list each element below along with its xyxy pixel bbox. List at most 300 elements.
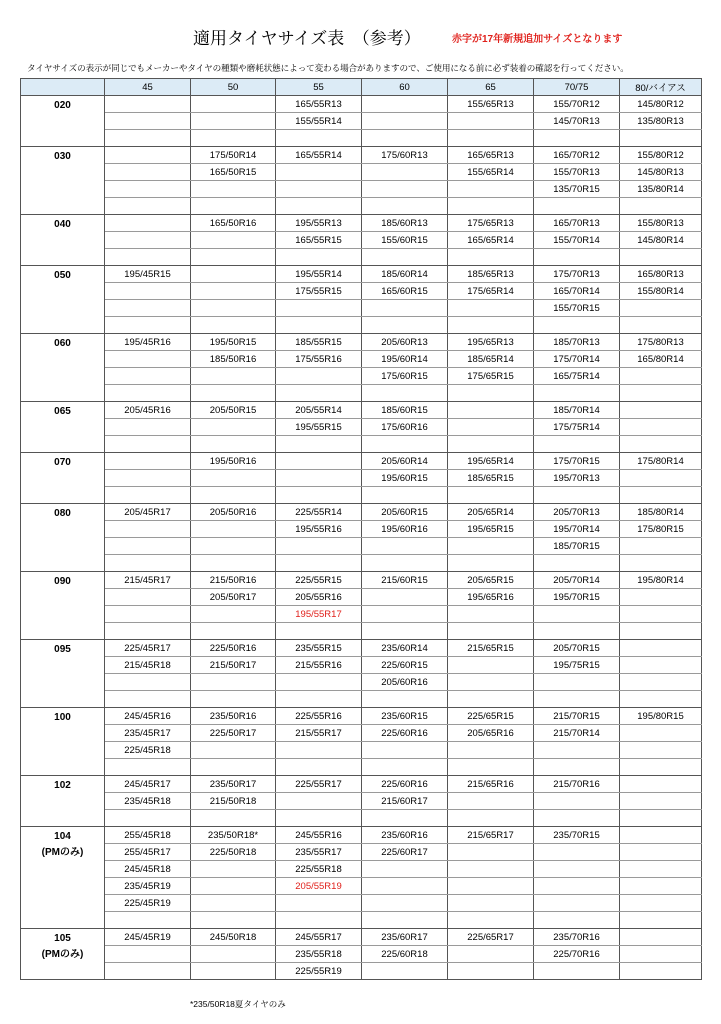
tire-size-cell <box>276 674 362 691</box>
tire-size-cell <box>448 657 534 674</box>
tire-size-cell: 225/55R15 <box>276 572 362 589</box>
tire-size-cell <box>620 946 702 963</box>
tire-size-cell <box>105 810 191 827</box>
tire-size-cell <box>534 691 620 708</box>
tire-size-cell: 225/50R17 <box>191 725 276 742</box>
table-row <box>21 776 702 793</box>
tire-size-cell: 185/60R14 <box>362 266 448 283</box>
column-header: 70/75 <box>534 79 620 96</box>
tire-size-cell: 225/70R16 <box>534 946 620 963</box>
column-header: 50 <box>191 79 276 96</box>
tire-size-cell <box>620 725 702 742</box>
tire-size-cell <box>105 912 191 929</box>
tire-size-cell: 175/70R13 <box>534 266 620 283</box>
table-row <box>21 164 702 181</box>
tire-size-cell <box>534 844 620 861</box>
table-row <box>21 691 702 708</box>
tire-size-cell: 195/80R14 <box>620 572 702 589</box>
tire-size-cell <box>362 623 448 640</box>
tire-size-cell <box>620 827 702 844</box>
tire-size-cell: 225/55R16 <box>276 708 362 725</box>
tire-size-cell: 195/65R15 <box>448 521 534 538</box>
tire-size-cell <box>620 895 702 912</box>
tire-size-cell: 145/80R13 <box>620 164 702 181</box>
tire-size-cell: 245/50R18 <box>191 929 276 946</box>
tire-size-cell: 195/55R15 <box>276 419 362 436</box>
table-row <box>21 674 702 691</box>
tire-size-cell <box>276 164 362 181</box>
tire-size-cell <box>362 385 448 402</box>
tire-size-cell <box>276 368 362 385</box>
tire-size-cell <box>534 130 620 147</box>
tire-size-cell <box>620 691 702 708</box>
tire-size-cell <box>105 300 191 317</box>
tire-size-cell: 175/55R16 <box>276 351 362 368</box>
tire-size-cell: 195/60R16 <box>362 521 448 538</box>
size-code-cell <box>21 708 105 776</box>
tire-size-cell <box>620 963 702 980</box>
tire-size-cell: 225/60R16 <box>362 725 448 742</box>
tire-size-cell <box>362 164 448 181</box>
size-code-cell <box>21 215 105 266</box>
tire-size-cell: 195/60R14 <box>362 351 448 368</box>
tire-size-cell <box>448 963 534 980</box>
table-row <box>21 725 702 742</box>
size-code-cell <box>21 402 105 453</box>
tire-size-cell: 165/65R14 <box>448 232 534 249</box>
table-row <box>21 470 702 487</box>
tire-size-cell <box>448 113 534 130</box>
tire-size-cell: 145/80R12 <box>620 96 702 113</box>
tire-size-cell: 175/65R15 <box>448 368 534 385</box>
tire-size-cell: 165/55R14 <box>276 147 362 164</box>
table-row <box>21 793 702 810</box>
tire-size-cell: 155/80R14 <box>620 283 702 300</box>
tire-size-cell: 235/45R19 <box>105 878 191 895</box>
tire-size-cell <box>276 810 362 827</box>
table-row <box>21 861 702 878</box>
tire-size-cell: 145/80R14 <box>620 232 702 249</box>
tire-size-cell <box>362 487 448 504</box>
tire-size-cell <box>620 861 702 878</box>
table-row <box>21 827 702 844</box>
tire-size-cell <box>448 623 534 640</box>
tire-size-cell <box>105 147 191 164</box>
tire-size-cell <box>362 113 448 130</box>
tire-size-cell <box>191 555 276 572</box>
tire-size-cell: 175/80R14 <box>620 453 702 470</box>
table-row <box>21 351 702 368</box>
page-title: 適用タイヤサイズ表 （参考） <box>193 29 421 48</box>
tire-size-cell: 175/65R13 <box>448 215 534 232</box>
size-code-note: (PMのみ) <box>41 847 84 858</box>
tire-size-cell: 215/70R16 <box>534 776 620 793</box>
tire-size-cell <box>191 895 276 912</box>
tire-size-cell: 195/55R16 <box>276 521 362 538</box>
tire-size-cell <box>620 776 702 793</box>
tire-size-cell: 245/55R16 <box>276 827 362 844</box>
size-code: 104 <box>54 831 71 842</box>
table-row <box>21 402 702 419</box>
tire-size-cell <box>191 385 276 402</box>
tire-size-cell <box>620 929 702 946</box>
tire-size-cell <box>448 487 534 504</box>
tire-size-cell: 245/45R18 <box>105 861 191 878</box>
column-header: 45 <box>105 79 191 96</box>
tire-size-cell <box>105 555 191 572</box>
tire-size-cell: 245/45R19 <box>105 929 191 946</box>
tire-size-cell <box>191 198 276 215</box>
tire-size-cell <box>448 946 534 963</box>
tire-size-cell <box>105 759 191 776</box>
tire-size-cell <box>362 759 448 776</box>
tire-size-cell <box>105 317 191 334</box>
tire-size-cell <box>362 96 448 113</box>
tire-size-cell <box>276 181 362 198</box>
tire-size-cell: 215/70R15 <box>534 708 620 725</box>
tire-size-cell: 175/70R14 <box>534 351 620 368</box>
tire-size-cell: 235/50R16 <box>191 708 276 725</box>
tire-size-cell <box>448 249 534 266</box>
tire-size-cell: 255/45R17 <box>105 844 191 861</box>
table-row <box>21 912 702 929</box>
tire-size-cell <box>534 912 620 929</box>
tire-size-cell <box>448 300 534 317</box>
tire-size-cell <box>105 487 191 504</box>
size-code: 090 <box>54 576 71 587</box>
tire-size-cell <box>105 96 191 113</box>
tire-size-cell: 205/65R15 <box>448 572 534 589</box>
tire-size-cell <box>276 249 362 266</box>
tire-size-cell <box>191 113 276 130</box>
tire-size-cell <box>276 487 362 504</box>
tire-size-cell <box>276 895 362 912</box>
tire-size-cell <box>276 538 362 555</box>
tire-size-cell: 155/80R13 <box>620 215 702 232</box>
tire-size-cell: 225/55R17 <box>276 776 362 793</box>
tire-size-cell <box>191 232 276 249</box>
tire-size-cell <box>620 674 702 691</box>
tire-size-cell <box>620 912 702 929</box>
tire-size-cell <box>191 810 276 827</box>
tire-size-cell: 205/60R15 <box>362 504 448 521</box>
tire-size-cell <box>448 844 534 861</box>
table-row <box>21 589 702 606</box>
tire-size-cell <box>105 538 191 555</box>
tire-size-cell <box>534 249 620 266</box>
size-code: 105 <box>54 933 71 944</box>
tire-size-cell: 165/70R12 <box>534 147 620 164</box>
tire-size-cell <box>191 283 276 300</box>
tire-size-cell <box>105 691 191 708</box>
tire-size-cell <box>620 436 702 453</box>
tire-size-cell: 205/65R14 <box>448 504 534 521</box>
tire-size-cell: 225/45R17 <box>105 640 191 657</box>
size-code-cell <box>21 266 105 334</box>
tire-size-cell <box>191 912 276 929</box>
tire-size-cell <box>191 742 276 759</box>
tire-size-cell <box>534 793 620 810</box>
tire-size-cell <box>362 555 448 572</box>
size-code-cell <box>21 334 105 402</box>
tire-size-cell: 135/80R13 <box>620 113 702 130</box>
table-row <box>21 657 702 674</box>
tire-size-cell <box>276 691 362 708</box>
table-row <box>21 300 702 317</box>
tire-size-cell: 165/50R16 <box>191 215 276 232</box>
title-note: 赤字が17年新規追加サイズとなります <box>452 34 623 45</box>
table-row <box>21 385 702 402</box>
tire-size-cell: 235/50R18* <box>191 827 276 844</box>
tire-size-cell <box>362 130 448 147</box>
size-code-cell <box>21 827 105 929</box>
tire-size-cell: 225/60R15 <box>362 657 448 674</box>
table-row <box>21 249 702 266</box>
tire-size-cell <box>620 878 702 895</box>
tire-size-cell: 155/55R14 <box>276 113 362 130</box>
tire-size-cell <box>448 419 534 436</box>
tire-size-cell: 205/45R17 <box>105 504 191 521</box>
table-row <box>21 623 702 640</box>
size-code-cell <box>21 504 105 572</box>
tire-size-cell <box>105 521 191 538</box>
tire-size-cell <box>105 283 191 300</box>
tire-size-table <box>20 78 702 980</box>
tire-size-cell <box>534 810 620 827</box>
tire-size-cell: 235/50R17 <box>191 776 276 793</box>
tire-size-cell: 215/65R15 <box>448 640 534 657</box>
table-row <box>21 844 702 861</box>
table-row <box>21 963 702 980</box>
tire-size-cell: 235/55R18 <box>276 946 362 963</box>
tire-size-cell <box>534 385 620 402</box>
table-row <box>21 96 702 113</box>
column-header: 60 <box>362 79 448 96</box>
table-row <box>21 521 702 538</box>
tire-size-cell <box>191 266 276 283</box>
tire-size-cell: 165/55R15 <box>276 232 362 249</box>
tire-size-cell: 205/55R19 <box>276 878 362 895</box>
tire-size-cell <box>362 436 448 453</box>
tire-size-cell: 225/50R18 <box>191 844 276 861</box>
tire-size-cell <box>448 742 534 759</box>
tire-size-cell <box>448 555 534 572</box>
tire-size-cell: 155/70R12 <box>534 96 620 113</box>
size-code-cell <box>21 929 105 980</box>
size-code: 040 <box>54 219 71 230</box>
size-code-cell <box>21 640 105 708</box>
tire-size-cell: 185/70R13 <box>534 334 620 351</box>
tire-size-cell: 245/45R17 <box>105 776 191 793</box>
tire-size-cell: 155/65R13 <box>448 96 534 113</box>
tire-size-cell: 185/55R15 <box>276 334 362 351</box>
tire-size-cell <box>191 946 276 963</box>
tire-size-cell: 185/60R15 <box>362 402 448 419</box>
tire-size-cell <box>191 606 276 623</box>
tire-size-cell: 175/50R14 <box>191 147 276 164</box>
table-row <box>21 436 702 453</box>
table-row <box>21 419 702 436</box>
tire-size-cell: 145/70R13 <box>534 113 620 130</box>
tire-size-cell: 195/45R16 <box>105 334 191 351</box>
table-row <box>21 113 702 130</box>
tire-size-cell <box>105 606 191 623</box>
tire-size-cell: 215/60R15 <box>362 572 448 589</box>
tire-size-cell <box>362 912 448 929</box>
table-row <box>21 572 702 589</box>
tire-size-cell <box>620 198 702 215</box>
header <box>0 28 721 52</box>
tire-size-cell <box>191 130 276 147</box>
tire-size-cell <box>191 674 276 691</box>
tire-size-cell <box>105 368 191 385</box>
table-row <box>21 334 702 351</box>
tire-size-cell: 185/60R13 <box>362 215 448 232</box>
column-header: 80/バイアス <box>620 79 702 96</box>
tire-size-cell <box>191 521 276 538</box>
tire-size-cell: 225/65R17 <box>448 929 534 946</box>
tire-size-cell: 225/60R16 <box>362 776 448 793</box>
tire-size-cell <box>191 300 276 317</box>
tire-size-cell: 165/75R14 <box>534 368 620 385</box>
tire-size-cell <box>448 181 534 198</box>
tire-size-cell: 155/80R12 <box>620 147 702 164</box>
table-row <box>21 810 702 827</box>
tire-size-cell: 175/60R15 <box>362 368 448 385</box>
size-code: 100 <box>54 712 71 723</box>
tire-size-cell <box>191 963 276 980</box>
size-code-cell <box>21 776 105 827</box>
tire-size-cell: 235/60R17 <box>362 929 448 946</box>
tire-size-cell: 195/55R17 <box>276 606 362 623</box>
tire-size-cell <box>276 555 362 572</box>
tire-size-cell <box>620 317 702 334</box>
tire-size-cell <box>105 623 191 640</box>
tire-size-cell <box>534 742 620 759</box>
tire-size-cell <box>276 742 362 759</box>
tire-size-cell <box>362 895 448 912</box>
tire-size-cell: 225/55R14 <box>276 504 362 521</box>
footnote: *235/50R18夏タイヤのみ <box>190 999 286 1009</box>
table-row <box>21 198 702 215</box>
size-code: 065 <box>54 406 71 417</box>
tire-size-cell: 215/60R17 <box>362 793 448 810</box>
table-row <box>21 232 702 249</box>
tire-size-cell: 215/45R17 <box>105 572 191 589</box>
tire-size-cell <box>105 113 191 130</box>
tire-size-cell <box>620 130 702 147</box>
tire-size-cell <box>448 861 534 878</box>
table-row <box>21 368 702 385</box>
tire-size-cell <box>191 861 276 878</box>
tire-size-cell <box>620 555 702 572</box>
tire-size-cell: 235/55R17 <box>276 844 362 861</box>
size-code-cell <box>21 96 105 147</box>
tire-size-cell <box>534 623 620 640</box>
tire-size-cell <box>448 606 534 623</box>
column-header: 55 <box>276 79 362 96</box>
tire-size-cell <box>191 759 276 776</box>
tire-size-cell: 205/65R16 <box>448 725 534 742</box>
tire-size-cell: 175/70R15 <box>534 453 620 470</box>
tire-size-cell: 205/50R17 <box>191 589 276 606</box>
table-row <box>21 215 702 232</box>
tire-size-cell <box>362 606 448 623</box>
tire-size-cell <box>448 538 534 555</box>
table-row <box>21 181 702 198</box>
tire-size-cell: 185/65R15 <box>448 470 534 487</box>
tire-size-cell: 235/60R15 <box>362 708 448 725</box>
tire-size-cell: 225/50R16 <box>191 640 276 657</box>
tire-size-cell <box>448 674 534 691</box>
tire-size-cell <box>448 759 534 776</box>
tire-size-cell <box>105 215 191 232</box>
tire-size-cell: 205/55R16 <box>276 589 362 606</box>
tire-size-cell <box>105 351 191 368</box>
tire-size-cell: 225/55R18 <box>276 861 362 878</box>
tire-size-cell: 165/80R14 <box>620 351 702 368</box>
tire-size-cell <box>620 487 702 504</box>
tire-size-cell <box>448 895 534 912</box>
tire-size-cell: 195/75R15 <box>534 657 620 674</box>
tire-size-cell: 245/55R17 <box>276 929 362 946</box>
tire-size-cell <box>276 385 362 402</box>
column-header: 65 <box>448 79 534 96</box>
tire-size-cell: 165/70R14 <box>534 283 620 300</box>
tire-size-cell <box>276 759 362 776</box>
column-header <box>21 79 105 96</box>
tire-size-cell: 165/55R13 <box>276 96 362 113</box>
tire-size-cell <box>448 912 534 929</box>
tire-size-cell <box>362 589 448 606</box>
table-row <box>21 742 702 759</box>
tire-size-cell: 165/65R13 <box>448 147 534 164</box>
tire-size-cell <box>448 317 534 334</box>
tire-size-cell <box>191 623 276 640</box>
tire-size-cell: 185/80R14 <box>620 504 702 521</box>
tire-size-cell <box>534 759 620 776</box>
table-row <box>21 759 702 776</box>
tire-size-cell <box>105 436 191 453</box>
tire-size-cell: 215/50R18 <box>191 793 276 810</box>
table-row <box>21 504 702 521</box>
tire-size-cell <box>448 810 534 827</box>
tire-size-cell <box>191 249 276 266</box>
tire-size-cell <box>362 878 448 895</box>
tire-size-cell <box>620 589 702 606</box>
table-row <box>21 283 702 300</box>
tire-size-cell <box>105 470 191 487</box>
tire-size-cell <box>276 793 362 810</box>
tire-size-cell <box>362 198 448 215</box>
tire-size-cell: 175/55R15 <box>276 283 362 300</box>
tire-size-cell <box>534 674 620 691</box>
tire-size-cell <box>620 402 702 419</box>
table-row <box>21 946 702 963</box>
tire-size-cell <box>448 198 534 215</box>
tire-size-cell <box>105 249 191 266</box>
tire-size-cell <box>276 198 362 215</box>
tire-size-cell <box>191 368 276 385</box>
tire-size-cell <box>362 810 448 827</box>
table-header-row <box>21 79 702 96</box>
tire-size-cell <box>534 555 620 572</box>
table-row <box>21 708 702 725</box>
tire-size-cell <box>448 402 534 419</box>
tire-size-cell: 205/70R13 <box>534 504 620 521</box>
tire-size-cell <box>620 793 702 810</box>
tire-size-cell <box>191 96 276 113</box>
